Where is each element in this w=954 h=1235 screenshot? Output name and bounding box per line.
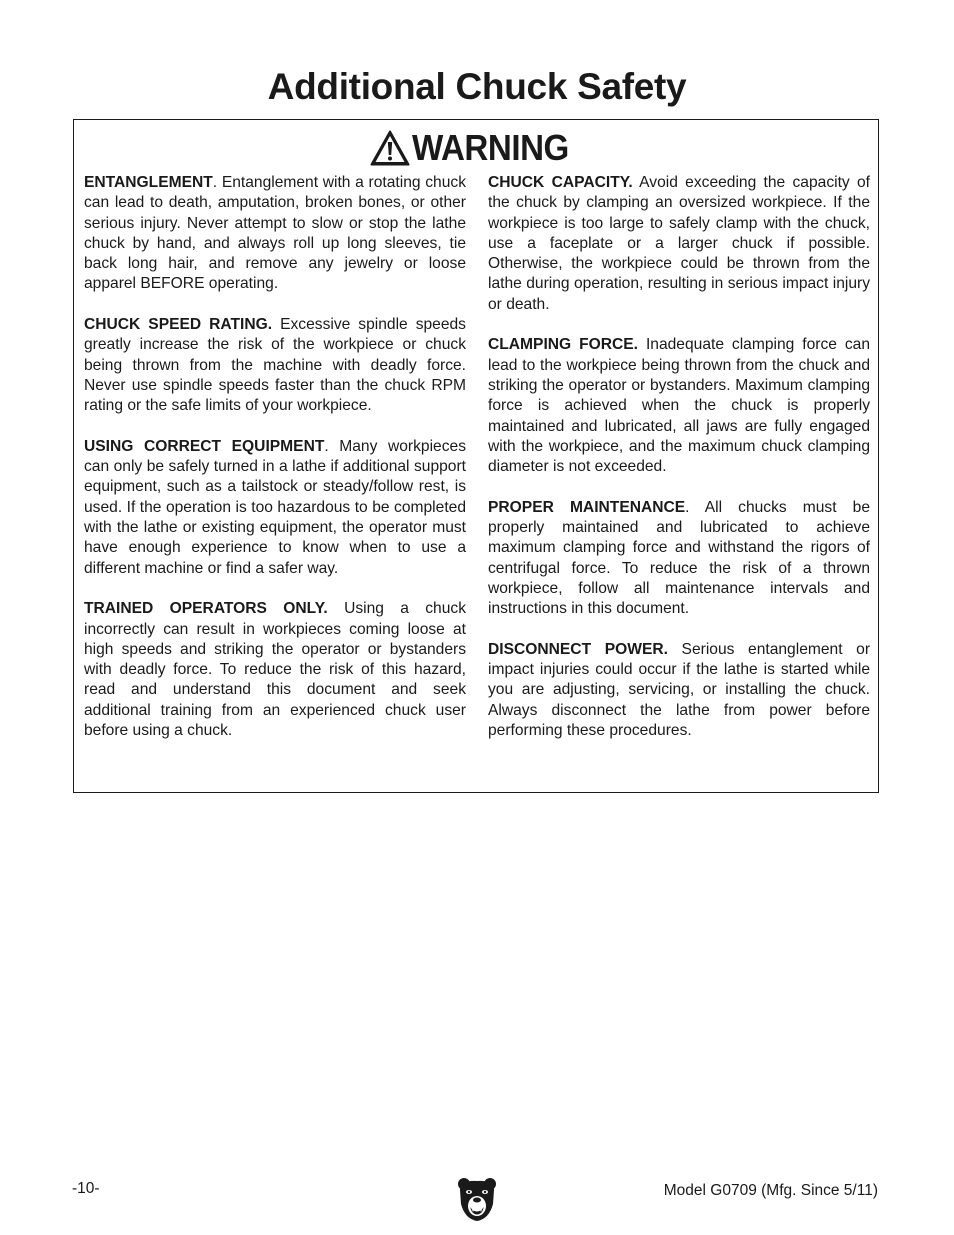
disconnect-power-paragraph [488, 640, 870, 741]
clamping-force-paragraph [488, 335, 870, 477]
page-number: -10- [72, 1180, 100, 1197]
warning-header [74, 127, 878, 168]
paragraph-text: Excessive spindle speeds greatly increase the risk of the workpiece or chuck being thrown from the machine with deadly force. Never use spindle speeds faster than the chuck RPM rating or the safe limits of your workpiece. [84, 316, 466, 415]
paragraph-text: Inadequate clamping force can lead to the workpiece being thrown from the chuck and striking the operator or bystanders. Maximum clamping force is achieved when the chuck is properly maintained and lubricated, all jaws are fully engaged with the workpiece, and the maximum chuck clamping diameter is not exceeded. [488, 336, 871, 476]
warning-label: WARNING [411, 127, 569, 168]
proper-maintenance-paragraph [488, 498, 870, 620]
paragraph-text: Avoid exceeding the capacity of the chuck by clamping an oversized workpiece. If the workpiece is too large to safely clamp with the chuck, use a faceplate or a larger chuck if possible. Otherwise, the workpiece could be thrown from the lathe during operation, resulting in serious impact injury or death. [488, 174, 870, 313]
entanglement-paragraph [84, 173, 466, 295]
warning-box [73, 119, 879, 793]
paragraph-heading: CHUCK CAPACITY. [488, 174, 633, 191]
paragraph-heading: CHUCK SPEED RATING. [84, 316, 273, 334]
paragraph-heading: TRAINED OPERATORS ONLY. [84, 600, 328, 618]
paragraph-text: . All chucks must be properly maintained and lubricated to achieve maximum clamping force and withstand the rigors of centrifugal force. To reduce the risk of a thrown workpiece, follow all maintenance intervals and instructions in this document. [488, 498, 870, 618]
using-correct-equipment-paragraph [84, 437, 466, 579]
page-title: Additional Chuck Safety [267, 66, 687, 107]
paragraph-heading: DISCONNECT POWER. [488, 640, 668, 658]
paragraph-text: . Entanglement with a rotating chuck can lead to death, amputation, broken bones, or other serious injury. Never attempt to slow or stop the lathe chuck by hand, and always roll up long sleeves, tie back long hair, and remove any jewelry or loose apparel BEFORE operating. [84, 174, 466, 293]
chuck-capacity-paragraph [488, 173, 870, 315]
model-info: Model G0709 (Mfg. Since 5/11) [663, 1182, 878, 1199]
paragraph-heading: CLAMPING FORCE. [488, 336, 639, 354]
paragraph-text: Serious entanglement or impact injuries could occur if the lathe is started while you are adjusting, servicing, or installing the chuck. Always disconnect the lathe from power before performing these procedures. [488, 640, 871, 740]
trained-operators-paragraph [84, 599, 466, 741]
paragraph-text: . Many workpieces can only be safely turned in a lathe if additional support equipment, such as a tailstock or steady/follow rest, is used. If the operation is too hazardous to be completed with the lathe or existing equipment, the operator must have enough experience to know when to use a different machine or find a safer way. [84, 437, 466, 577]
warning-triangle-icon [370, 130, 410, 166]
bear-head-logo-icon [456, 1176, 498, 1222]
paragraph-heading: ENTANGLEMENT [84, 174, 213, 191]
paragraph-heading: PROPER MAINTENANCE [488, 498, 686, 516]
paragraph-text: Using a chuck incorrectly can result in workpieces coming loose at high speeds and striking the operator or bystanders with deadly force. To reduce the risk of this hazard, read and understand this document and seek additional training from an experienced chuck user before using a chuck. [84, 600, 466, 740]
warning-left-column [84, 173, 466, 762]
warning-right-column [488, 173, 870, 762]
chuck-speed-rating-paragraph [84, 315, 466, 416]
paragraph-heading: USING CORRECT EQUIPMENT [84, 437, 325, 455]
